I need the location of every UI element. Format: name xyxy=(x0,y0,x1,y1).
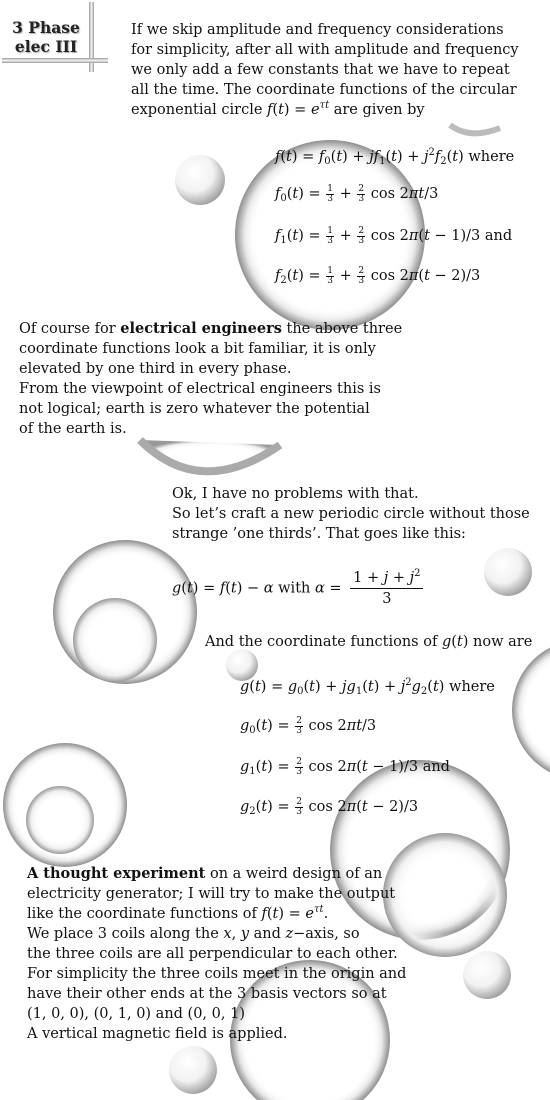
equation-f2: $f_2(t)$ = $\frac{1}{3}$ + $\frac{2}{3}$ cos 2π(t − 2)/3 xyxy=(275,265,481,286)
equation-g2: $g_2(t)$ = $\frac{2}{3}$ cos 2π(t − 2)/3 xyxy=(240,796,419,817)
para3-line: strange ’one thirds’. That goes like this: xyxy=(172,526,466,542)
bubble-arc xyxy=(450,125,500,133)
para5-line: the three coils are all perpendicular to each other. xyxy=(27,946,398,962)
intro-line: exponential circle $f(t) = e^{\tau t}$ are given by xyxy=(131,100,425,118)
para2-line: of the earth is. xyxy=(19,421,127,437)
paragraph-thought-experiment: A thought experiment on a weird design of an electricity generator; I will try to make the output like the coordinate functions of $f(t) = e^{\tau t}$. We place 3 coils along the x, y and z−axis, so the three coils are all perpendicular to each other. For simplicity the three coils meet in the origin and have their other ends at the 3 basis vectors so at (1, 0, 0), (0, 1, 0) and (0, 0, 1) A vertical magnetic field is applied. xyxy=(27,865,407,1042)
bold-thought-experiment: A thought experiment xyxy=(27,865,206,882)
bold-electrical-engineers: electrical engineers xyxy=(120,320,282,337)
where-word: where xyxy=(468,149,515,165)
para2-line: not logical; earth is zero whatever the potential xyxy=(19,401,370,417)
para5-line: A vertical magnetic field is applied. xyxy=(27,1026,288,1042)
intro-paragraph xyxy=(131,20,519,120)
paragraph-coordinate-functions-g: And the coordinate functions of g(t) now are xyxy=(205,634,533,650)
title-horizontal-bar xyxy=(2,58,108,63)
title-line-1: 3 Phase xyxy=(12,18,80,37)
para5-line: electricity generator; I will try to make the output xyxy=(27,886,396,902)
para5-line: For simplicity the three coils meet in the origin and xyxy=(27,966,407,982)
paragraph-new-circle xyxy=(172,484,530,544)
equation-f: $f(t) = f_0(t) + jf_1(t) + j^2f_2(t)$ where xyxy=(275,147,515,167)
equation-f1: $f_1(t)$ = $\frac{1}{3}$ + $\frac{2}{3}$ cos 2π(t − 1)/3 and xyxy=(275,225,513,246)
intro-line: we only add a few constants that we have to repeat xyxy=(131,62,510,78)
title-box xyxy=(0,0,110,76)
bubble xyxy=(512,640,550,780)
para3-line: Ok, I have no problems with that. xyxy=(172,486,419,502)
para2-line: elevated by one third in every phase. xyxy=(19,361,292,377)
para5-line: have their other ends at the 3 basis vectors so at xyxy=(27,986,387,1002)
bubble-arc xyxy=(140,440,280,471)
title-line-2: elec III xyxy=(14,37,78,56)
equation-g: $g(t) = g_0(t) + jg_1(t) + j^2g_2(t)$ where xyxy=(240,677,495,697)
para3-line: So let’s craft a new periodic circle without those xyxy=(172,506,530,522)
paragraph-electrical-engineers: Of course for electrical engineers the above three coordinate functions look a bit familiar, it is only elevated by one third in every phase. From the viewpoint of electrical engineers this is not logical; earth is zero whatever the potential of the earth is. xyxy=(19,320,403,437)
equation-f0: $f_0(t)$ = $\frac{1}{3}$ + $\frac{2}{3}$ cos 2πt/3 xyxy=(275,183,439,204)
bubble xyxy=(484,548,532,596)
with-word: with xyxy=(278,580,311,597)
equation-g1: $g_1(t)$ = $\frac{2}{3}$ cos 2π(t − 1)/3 and xyxy=(240,756,450,777)
and-word: and xyxy=(422,759,450,775)
bubble xyxy=(463,951,511,999)
bubble xyxy=(169,1046,217,1094)
equation-g-definition: g(t) = f(t) − α with α = $\frac{1 + j + j^2}{3}$ xyxy=(172,568,423,609)
page-title xyxy=(4,18,88,56)
bubble xyxy=(26,786,94,854)
bubble xyxy=(73,598,157,682)
intro-line: all the time. The coordinate functions of the circular xyxy=(131,82,517,98)
and-word: and xyxy=(484,228,513,244)
para2-line: From the viewpoint of electrical engineers this is xyxy=(19,381,381,397)
intro-line: for simplicity, after all with amplitude and frequency xyxy=(131,42,519,58)
intro-line: If we skip amplitude and frequency considerations xyxy=(131,22,504,38)
para2-line: coordinate functions look a bit familiar, it is only xyxy=(19,341,376,357)
para5-vectors: (1, 0, 0), (0, 1, 0) and (0, 0, 1) xyxy=(27,1006,245,1022)
bubble xyxy=(175,155,225,205)
equation-g0: $g_0(t)$ = $\frac{2}{3}$ cos 2πt/3 xyxy=(240,715,377,736)
where-word: where xyxy=(449,679,495,695)
